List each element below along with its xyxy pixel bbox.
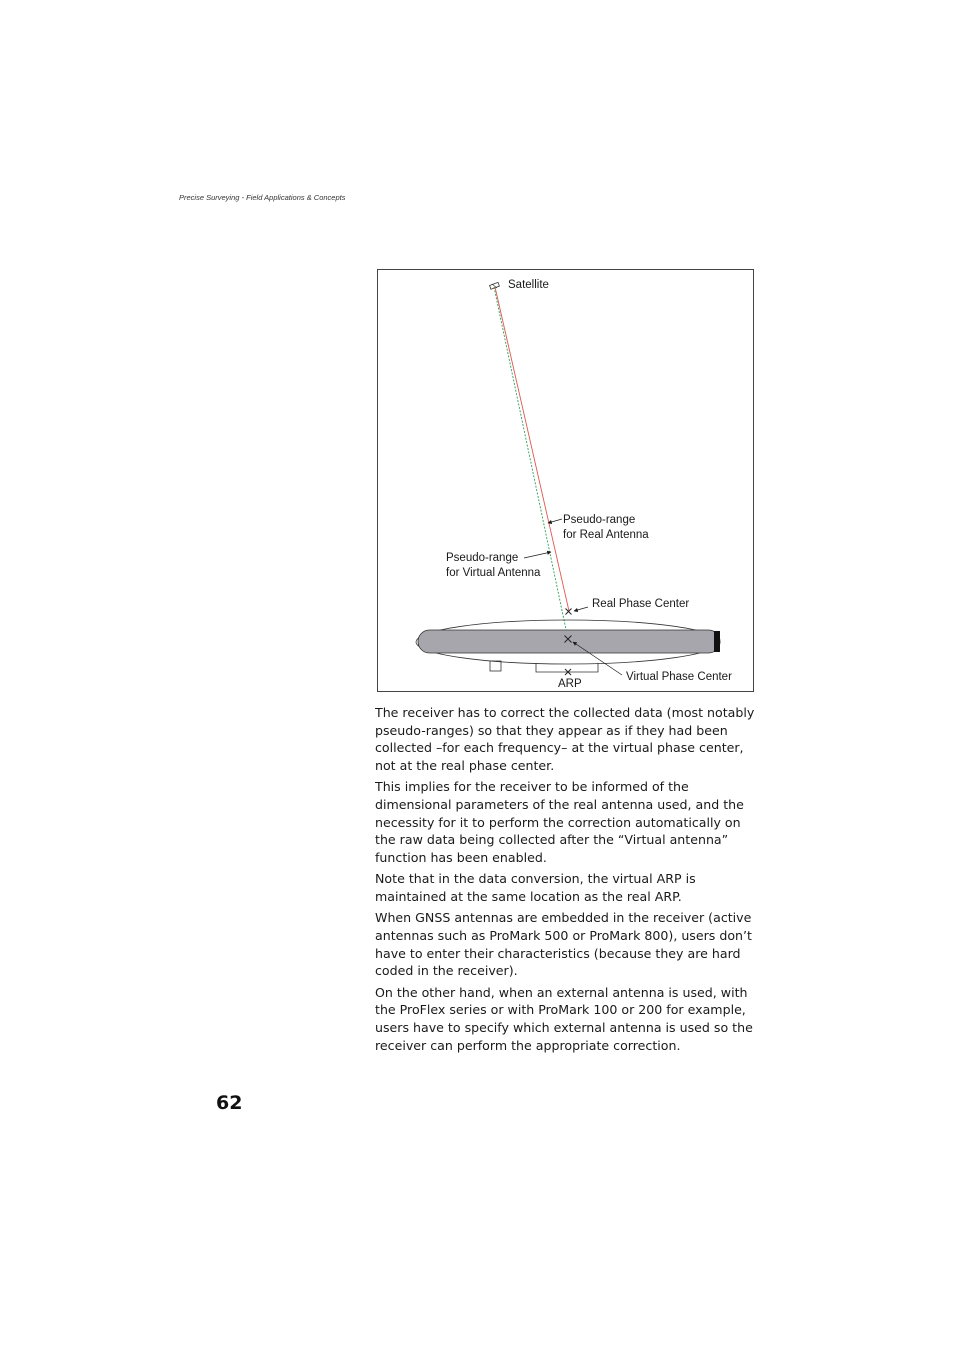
pseudo-range-real-label-line1: Pseudo-range: [563, 514, 636, 526]
paragraph: The receiver has to correct the collected data (most notably pseudo-ranges) so that they appear as if they had been collected –for each frequency– at the virtual phase center, not at the real phase center.: [375, 705, 755, 774]
paragraph: When GNSS antennas are embedded in the receiver (active antennas such as ProMark 500 or ProMark 800), users don’t have to enter their characteristics (because they are hard coded in the receiver).: [375, 910, 752, 979]
pseudo-range-real-label-line2: for Real Antenna: [563, 529, 649, 541]
antenna-body: [418, 630, 720, 653]
antenna-phase-center-figure: [377, 269, 754, 692]
body-text: [375, 704, 757, 1058]
real-phase-center-arrow: [574, 607, 588, 611]
pseudo-range-real-arrow: [548, 519, 562, 523]
paragraph: This implies for the receiver to be informed of the dimensional parameters of the real antenna used, and the necessity for it to perform the correction automatically on the raw data being collected after the “Virtual antenna” function has been enabled.: [375, 779, 744, 866]
pseudo-range-virtual-label-line2: for Virtual Antenna: [446, 567, 541, 579]
paragraph: On the other hand, when an external antenna is used, with the ProFlex series or with ProMark 100 or 200 for example, users have to specify which external antenna is used so the receiver can perform the appropriate correction.: [375, 984, 753, 1053]
paragraph: Note that in the data conversion, the virtual ARP is maintained at the same location as the real ARP.: [375, 871, 696, 905]
antenna-diagram: [378, 270, 755, 693]
real-phase-center-label: Real Phase Center: [592, 598, 690, 610]
antenna-tab: [490, 661, 501, 671]
arp-label: ARP: [558, 678, 582, 690]
virtual-phase-center-label: Virtual Phase Center: [626, 671, 732, 683]
pseudo-range-virtual-arrow: [524, 552, 551, 558]
running-header: Precise Surveying - Field Applications & Concepts: [179, 193, 346, 202]
pseudo-range-virtual-label-line1: Pseudo-range: [446, 552, 519, 564]
satellite-label: Satellite: [508, 279, 549, 291]
pseudo-range-virtual-line: [494, 287, 568, 639]
antenna-connector: [714, 631, 720, 652]
page-number: 62: [216, 1092, 243, 1114]
